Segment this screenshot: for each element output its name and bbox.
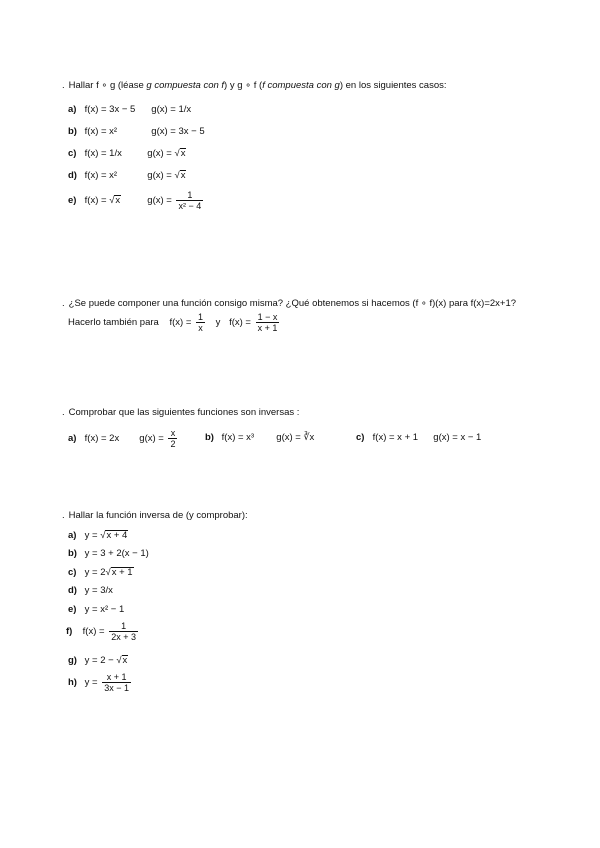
exercise-4d: d) y = 3/x [68, 585, 113, 596]
section-4-title: . Hallar la función inversa de (y comprobar): [62, 510, 248, 521]
fraction: $\frac{1}{x}$ [198, 312, 204, 333]
fraction: $\frac{1}{2x + 3}$ [111, 621, 136, 642]
section-1-title: . Hallar f ∘ g (léase g compuesta con f) y g ∘ f (f compuesta con g) en los siguientes casos: [62, 80, 447, 91]
sqrt-symbol: √ [109, 195, 115, 207]
exercise-3a: a) f(x) = 2x g(x) = $\frac{x}{2}$ [68, 428, 176, 449]
exercise-4f: f) f(x) = $\frac{1}{2x + 3}$ [66, 621, 136, 642]
exercise-4c: c) y = 2√x + 1 [68, 567, 133, 578]
section-4 [62, 510, 248, 522]
sqrt-symbol: √ [174, 148, 180, 159]
exercise-4b: b) y = 3 + 2(x − 1) [68, 548, 149, 559]
sqrt-symbol: √ [174, 170, 180, 181]
sqrt-symbol: √ [105, 567, 111, 578]
section-2-title: . ¿Se puede componer una función consigo misma? ¿Qué obtenemos si hacemos (f ∘ f)(x) para f(x)=2x+1? [62, 298, 517, 309]
sqrt-symbol: √ [116, 655, 122, 666]
exercise-1b: b) f(x) = x² g(x) = 3x − 5 [68, 126, 205, 137]
section-3 [62, 407, 299, 419]
section-1 [62, 80, 447, 92]
exercise-3b: b) f(x) = x³ g(x) = ∛x [205, 432, 315, 443]
exercise-4h: h) y = $\frac{x + 1}{3x - 1}$ [68, 672, 129, 693]
fraction: $\frac{1}{\text{x² − 4}}$ [178, 190, 202, 211]
exercise-4g: g) y = 2 − √x [68, 655, 128, 666]
section-2-line2: Hacerlo también para f(x) = $\frac{1}{x}$ y f(x) = $\frac{1 - x}{x + 1}$ [68, 312, 278, 333]
exercise-1c: c) f(x) = 1/x g(x) = √x [68, 148, 186, 159]
exercise-3c: c) f(x) = x + 1 g(x) = x − 1 [356, 432, 482, 443]
exercise-1e: e) f(x) = √x g(x) = $\frac{1}{\text{x² − 4}}$ [68, 190, 202, 211]
exercise-1a: a) f(x) = 3x − 5 g(x) = 1/x [68, 104, 192, 115]
fraction: $\frac{1 - x}{x + 1}$ [257, 312, 278, 333]
sqrt-symbol: √ [100, 530, 106, 541]
exercise-4e: e) y = x² − 1 [68, 604, 125, 615]
section-3-title: . Comprobar que las siguientes funciones son inversas : [62, 407, 300, 418]
fraction: $\frac{x + 1}{3x - 1}$ [104, 672, 129, 693]
exercise-1d: d) f(x) = x² g(x) = √x [68, 170, 186, 181]
exercise-4a: a) y = √x + 4 [68, 530, 128, 541]
fraction: $\frac{x}{2}$ [170, 428, 176, 449]
section-2 [62, 298, 516, 310]
